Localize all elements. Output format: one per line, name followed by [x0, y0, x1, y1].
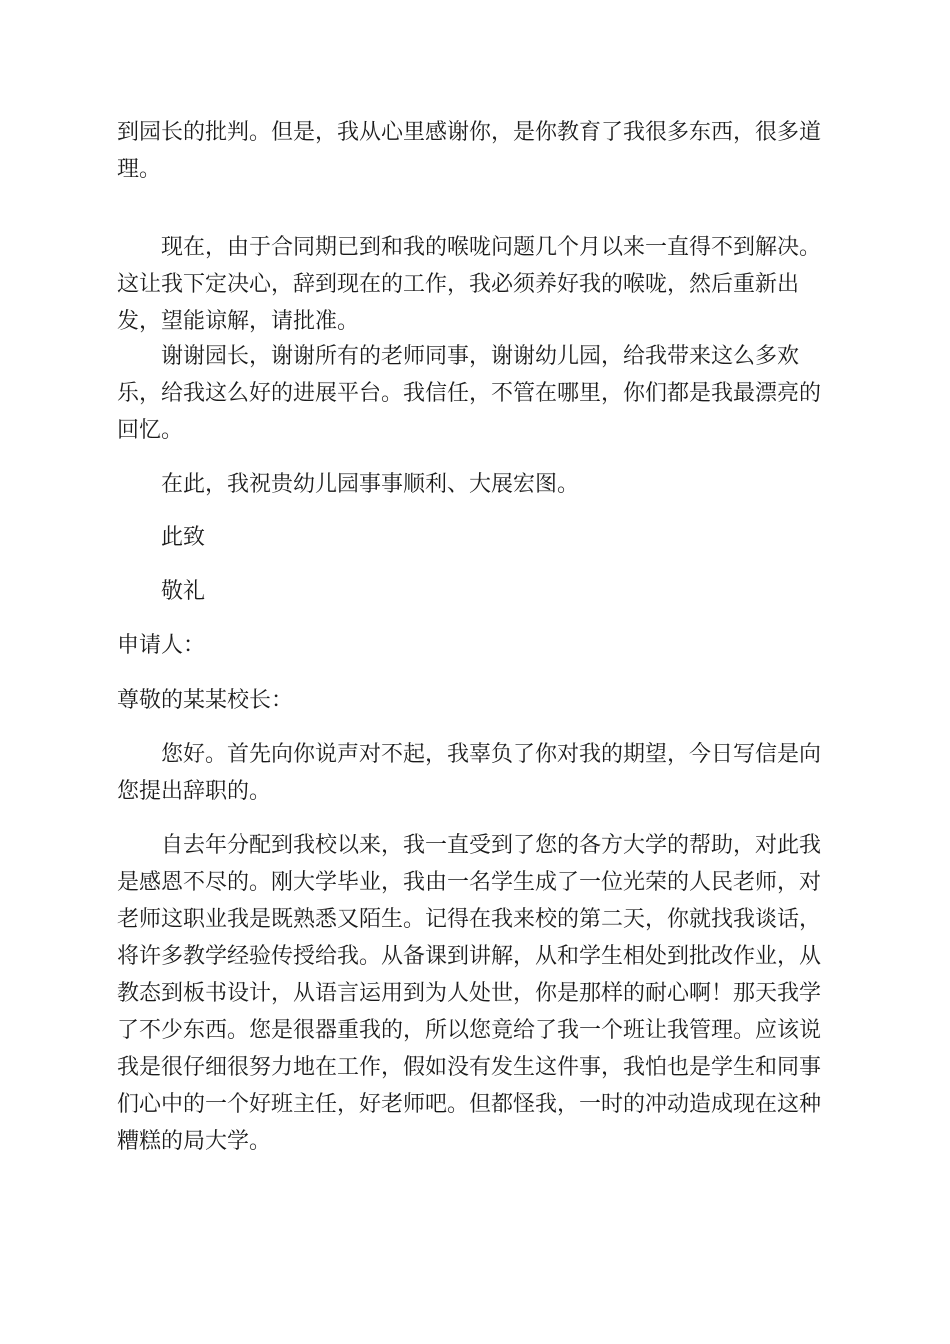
paragraph-1 — [117, 114, 833, 188]
paragraph-line: 是感恩不尽的。刚大学毕业，我由一名学生成了一位光荣的人民老师，对 — [117, 870, 822, 895]
paragraph-10 — [117, 827, 833, 1160]
paragraph-line: 敬礼 — [161, 579, 206, 604]
paragraph-line: 到园长的批判。但是，我从心里感谢你，是你教育了我很多东西，很多道 — [117, 120, 822, 145]
paragraph-line: 了不少东西。您是很器重我的，所以您竟给了我一个班让我管理。应该说 — [117, 1018, 822, 1043]
paragraph-line: 将许多教学经验传授给我。从备课到讲解，从和学生相处到批改作业，从 — [117, 944, 822, 969]
paragraph-line: 申请人： — [117, 633, 206, 658]
paragraph-line: 理。 — [117, 157, 162, 182]
applicant-label — [117, 627, 833, 664]
paragraph-line: 糟糕的局大学。 — [117, 1129, 272, 1154]
paragraph-line: 在此，我祝贵幼儿园事事顺利、大展宏图。 — [161, 472, 580, 497]
paragraph-line: 谢谢园长，谢谢所有的老师同事，谢谢幼儿园，给我带来这么多欢 — [161, 344, 800, 369]
paragraph-line: 们心中的一个好班主任，好老师吧。但都怪我，一时的冲动造成现在这种 — [117, 1092, 822, 1117]
paragraph-3 — [117, 338, 833, 449]
paragraph-line: 现在，由于合同期已到和我的喉咙问题几个月以来一直得不到解决。 — [161, 235, 822, 260]
closing-respect — [117, 573, 833, 610]
paragraph-line: 教态到板书设计，从语言运用到为人处世，你是那样的耐心啊！那天我学 — [117, 981, 822, 1006]
paragraph-line: 此致 — [161, 525, 206, 550]
paragraph-line: 乐，给我这么好的进展平台。我信任，不管在哪里，你们都是我最漂亮的 — [117, 381, 822, 406]
paragraph-line: 发，望能谅解，请批准。 — [117, 309, 360, 334]
paragraph-9 — [117, 736, 833, 810]
paragraph-line: 自去年分配到我校以来，我一直受到了您的各方大学的帮助，对此我 — [161, 833, 822, 858]
paragraph-line: 尊敬的某某校长： — [117, 688, 294, 713]
paragraph-line: 您提出辞职的。 — [117, 779, 272, 804]
paragraph-2 — [117, 229, 833, 340]
paragraph-4 — [117, 466, 833, 503]
closing-salutation — [117, 519, 833, 556]
paragraph-line: 老师这职业我是既熟悉又陌生。记得在我来校的第二天，你就找我谈话， — [117, 907, 822, 932]
paragraph-line: 这让我下定决心，辞到现在的工作，我必须养好我的喉咙，然后重新出 — [117, 272, 800, 297]
letter-greeting — [117, 682, 833, 719]
paragraph-line: 您好。首先向你说声对不起，我辜负了你对我的期望，今日写信是向 — [161, 742, 822, 767]
paragraph-line: 回忆。 — [117, 418, 184, 443]
paragraph-line: 我是很仔细很努力地在工作，假如没有发生这件事，我怕也是学生和同事 — [117, 1055, 822, 1080]
